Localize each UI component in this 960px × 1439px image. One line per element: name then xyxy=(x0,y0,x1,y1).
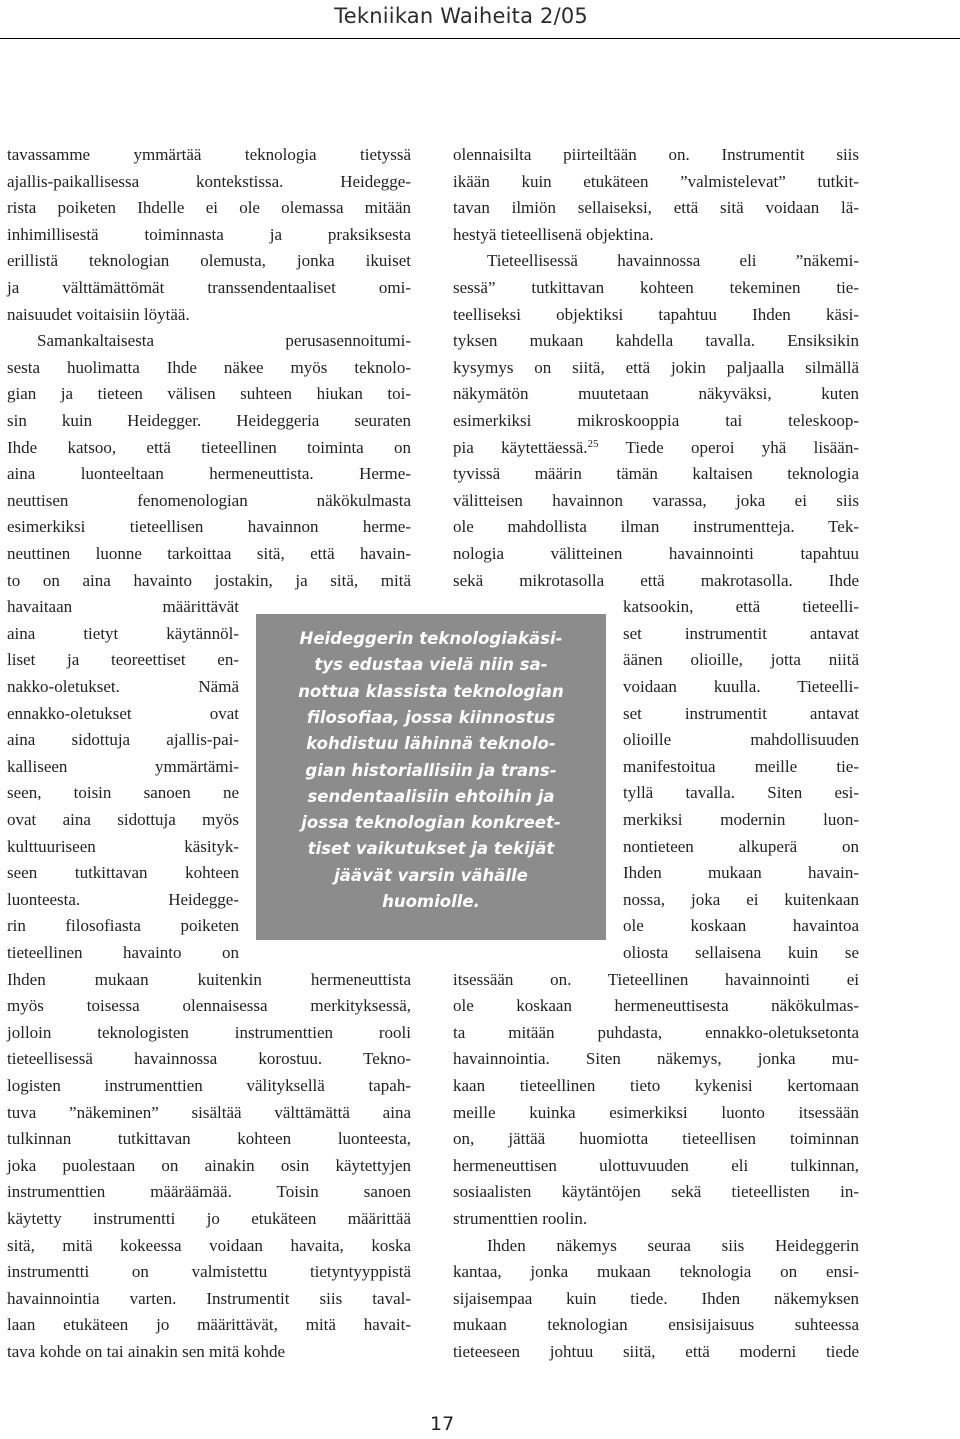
pull-quote-line: filosofiaa, jossa kiinnostus xyxy=(306,707,556,727)
text-line: Tieteellisessä havainnossa eli ”näkemi- xyxy=(487,251,859,271)
text-line: liset ja teoreettiset en- xyxy=(7,650,239,670)
text-line: oliosta sellaisena kuin se xyxy=(623,943,859,962)
text-line: havainnointia varten. Instrumentit siis taval- xyxy=(7,1288,411,1308)
text-line: seen tutkittavan kohteen xyxy=(7,863,239,883)
text-line: rista poiketen Ihdelle ei ole olemassa mitään xyxy=(7,198,411,218)
text-line: manifestoitua meille tie- xyxy=(623,756,859,776)
text-line: naisuudet voitaisiin löytää. xyxy=(7,304,190,324)
text-line: joka puolestaan on ainakin osin käytettyjen xyxy=(7,1155,411,1175)
text-line: jolloin teknologisten instrumenttien rooli xyxy=(7,1022,411,1042)
text-line: inhimillisestä toiminnasta ja praksiksesta xyxy=(7,224,411,244)
pull-quote-line: kohdistuu lähinnä teknolo- xyxy=(306,734,556,754)
text-line: sesta huolimatta Ihde näkee myös teknolo- xyxy=(7,357,411,377)
text-line: tieteellinen havainto on xyxy=(7,943,239,962)
text-line: hermeneuttisen ulottuvuuden eli tulkinnan, xyxy=(453,1155,859,1175)
header-rule xyxy=(0,38,960,39)
text-line: katsookin, että tieteelli- xyxy=(623,597,859,617)
text-line: laan etukäteen jo määrittävät, mitä havait- xyxy=(7,1315,411,1335)
text-line: teelliseksi objektiksi tapahtuu Ihden käsi- xyxy=(453,304,859,324)
text-line: kalliseen ymmärtämi- xyxy=(7,756,239,776)
text-line: meille kuinka esimerkiksi luonto itsessään xyxy=(453,1102,859,1122)
text-line: äänen olioille, jotta niitä xyxy=(623,650,859,670)
text-line: instrumenttien määräämää. Toisin sanoen xyxy=(7,1182,411,1202)
text-line: Ihden mukaan havain- xyxy=(623,863,859,883)
text-line: nossa, joka ei kuitenkaan xyxy=(623,889,859,909)
text-line: sosiaalisten käytäntöjen sekä tieteellisten in- xyxy=(453,1182,859,1202)
text-line: tyvissä määrin tämän kaltaisen teknologia xyxy=(453,464,859,484)
text-line: logisten instrumenttien välityksellä tapah- xyxy=(7,1076,411,1095)
pull-quote-line: jossa teknologian konkreet- xyxy=(301,813,561,833)
text-line: ikään kuin etukäteen ”valmistelevat” tutkit- xyxy=(453,171,859,191)
text-line: myös toisessa olennaisessa merkityksessä, xyxy=(7,996,411,1016)
text-line: ole koskaan hermeneuttisesta näkökulmas- xyxy=(453,996,859,1016)
text-line: tieteeseen johtuu siitä, että moderni tiede xyxy=(453,1342,859,1361)
text-line: tulkinnan tutkittavan kohteen luonteesta, xyxy=(7,1129,411,1149)
text-line: neuttinen luonne tarkoittaa sitä, että havain- xyxy=(7,544,411,563)
text-line: ta mitään puhdasta, ennakko-oletuksetonta xyxy=(453,1022,859,1042)
text-line: rin filosofiasta poiketen xyxy=(7,916,239,936)
text-line: luonteesta. Heidegge- xyxy=(7,889,239,909)
text-line: instrumentti on valmistettu tietyntyyppistä xyxy=(7,1262,411,1282)
text-line: erillistä teknologian olemusta, jonka ikuiset xyxy=(7,251,411,271)
text-line: olennaisilta piirteiltään on. Instrumentit siis xyxy=(453,145,859,164)
text-line: ovat aina sidottuja myös xyxy=(7,810,239,829)
text-line: Ihden mukaan kuitenkin hermeneuttista xyxy=(7,969,411,989)
text-line: ja välttämättömät transsendentaaliset omi- xyxy=(7,278,411,297)
text-line: ole mahdollista ilman instrumentteja. Tek- xyxy=(453,517,859,537)
text-line: itsessään on. Tieteellinen havainnointi ei xyxy=(453,969,859,989)
pull-quote-line: tys edustaa vielä niin sa- xyxy=(314,655,548,675)
pull-quote-line: huomiolle. xyxy=(382,892,480,911)
text-line: sitä, mitä kokeessa voidaan havaita, koska xyxy=(7,1235,411,1255)
text-line: tyksen mukaan kahdella tavalla. Ensiksikin xyxy=(453,331,859,351)
text-span: pia käytettäessä. xyxy=(453,437,588,457)
pull-quote-line: gian historiallisiin ja trans- xyxy=(305,760,557,780)
text-line: näkymätön muutetaan näkyväksi, kuten xyxy=(453,384,859,404)
pull-quote-line: Heideggerin teknologiakäsi- xyxy=(299,629,563,648)
text-line: havainnointia. Siten näkemys, jonka mu- xyxy=(453,1049,859,1069)
text-line: voidaan kuulla. Tieteelli- xyxy=(623,677,859,696)
text-line: mukaan teknologian ensisijaisuus suhteessa xyxy=(453,1315,859,1335)
page-number: 17 xyxy=(430,1413,455,1435)
pull-quote-line: jäävät varsin vähälle xyxy=(334,865,528,885)
text-line: Ihde katsoo, että tieteellinen toiminta on xyxy=(7,437,411,457)
text-line: sekä mikrotasolla että makrotasolla. Ihde xyxy=(453,570,859,590)
text-line: aina luonteeltaan hermeneuttista. Herme- xyxy=(7,464,411,484)
pull-quote-line: sendentaalisiin ehtoihin ja xyxy=(307,786,555,806)
text-line: kulttuuriseen käsityk- xyxy=(7,836,239,856)
text-line: tieteellisessä havainnossa korostuu. Tekno- xyxy=(7,1049,411,1069)
text-line: tava kohde on tai ainakin sen mitä kohde xyxy=(7,1342,286,1361)
text-line: Ihden näkemys seuraa siis Heideggerin xyxy=(487,1235,859,1255)
text-line: seen, toisin sanoen ne xyxy=(7,783,239,803)
text-line: tavassamme ymmärtää teknologia tietyssä xyxy=(7,145,411,164)
pull-quote xyxy=(256,614,606,940)
text-line: gian ja tieteen välisen suhteen hiukan toi- xyxy=(7,384,411,404)
text-line: Samankaltaisesta perusasennoitumi- xyxy=(37,331,411,351)
text-line: ennakko-oletukset ovat xyxy=(7,703,239,723)
text-line: ajallis-paikallisessa kontekstissa. Heidegge- xyxy=(7,171,411,191)
text-line: välitteisen havainnon varassa, joka ei siis xyxy=(453,490,859,510)
running-header: Tekniikan Waiheita 2/05 xyxy=(334,4,588,28)
text-line: sin kuin Heidegger. Heideggeria seuraten xyxy=(7,411,411,430)
text-span: Tiede operoi yhä lisään- xyxy=(598,437,859,457)
text-line: kantaa, jonka mukaan teknologia on ensi- xyxy=(453,1262,859,1282)
text-line: olioille mahdollisuuden xyxy=(623,730,859,750)
text-line: esimerkiksi tieteellisen havainnon herme- xyxy=(7,517,411,537)
text-line: set instrumentit antavat xyxy=(623,623,859,643)
text-line: nontieteen alkuperä on xyxy=(623,836,859,856)
text-line: havaitaan määrittävät xyxy=(7,597,239,617)
footnote-reference: 25 xyxy=(587,437,599,450)
text-line: kysymys on siitä, että jokin paljaalla silmällä xyxy=(453,357,859,377)
text-line: merkiksi modernin luon- xyxy=(623,810,859,829)
text-line: sessä” tutkittavan kohteen tekeminen tie- xyxy=(453,278,859,297)
pull-quote-line: nottua klassista teknologian xyxy=(298,681,564,701)
pull-quote-line: tiset vaikutukset ja tekijät xyxy=(307,839,555,859)
text-line: on, jättää huomiotta tieteellisen toiminnan xyxy=(453,1129,859,1149)
text-line: set instrumentit antavat xyxy=(623,703,859,723)
text-line: tavan ilmiön sellaiseksi, että sitä voidaan lä- xyxy=(453,198,859,218)
text-line: sijaisempaa kuin tiede. Ihden näkemyksen xyxy=(453,1288,859,1308)
text-line: tyllä tavalla. Siten esi- xyxy=(623,783,859,803)
text-line: kaan tieteellinen tieto kykenisi kertomaan xyxy=(453,1076,859,1095)
text-line: nologia välitteinen havainnointi tapahtuu xyxy=(453,544,859,563)
text-line: tuva ”näkeminen” sisältää välttämättä aina xyxy=(7,1102,411,1122)
text-line: aina tietyt käytännöl- xyxy=(7,623,239,643)
text-line: nakko-oletukset. Nämä xyxy=(7,677,239,696)
text-line: to on aina havainto jostakin, ja sitä, mitä xyxy=(7,570,411,590)
text-line: strumenttien roolin. xyxy=(453,1209,588,1228)
text-line: ole koskaan havaintoa xyxy=(623,916,859,936)
text-line: esimerkiksi mikroskooppia tai teleskoop- xyxy=(453,411,859,430)
text-line: aina sidottuja ajallis-pai- xyxy=(7,730,239,750)
text-line: hestyä tieteellisenä objektina. xyxy=(453,224,654,244)
text-line: käytetty instrumentti jo etukäteen määrittää xyxy=(7,1209,411,1228)
text-line xyxy=(453,435,859,461)
text-line: neuttisen fenomenologian näkökulmasta xyxy=(7,490,411,510)
